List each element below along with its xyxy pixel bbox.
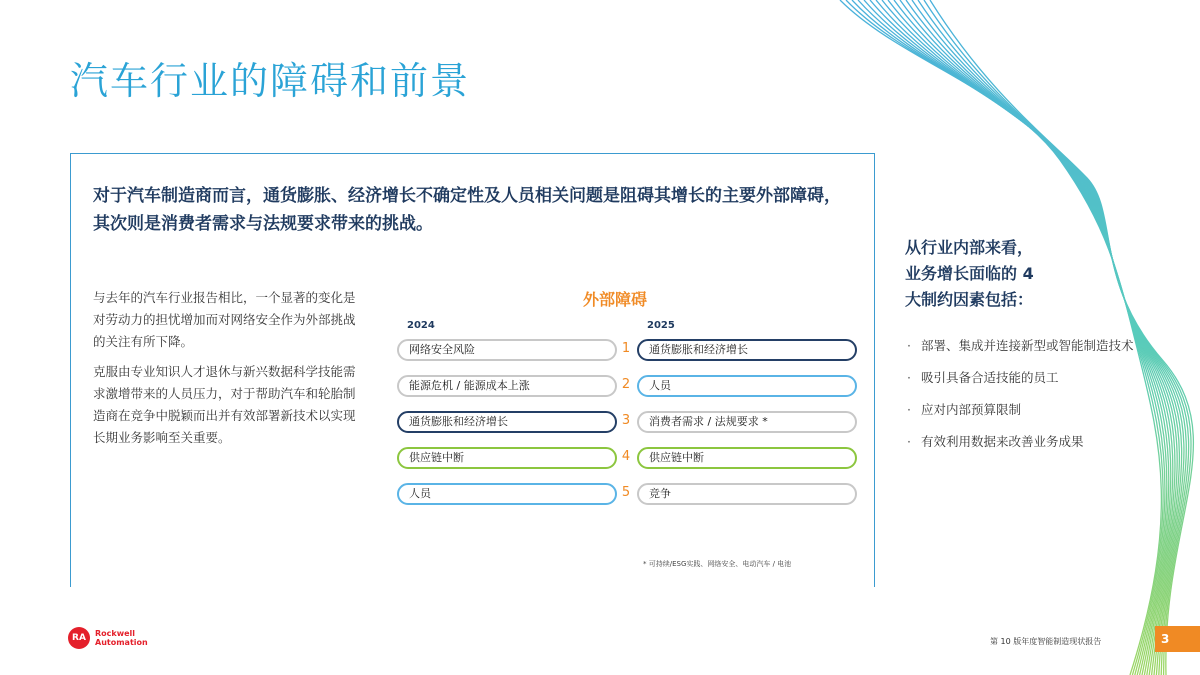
headline: 对于汽车制造商而言，通货膨胀、经济增长不确定性及人员相关问题是阻碍其增长的主要外部障碍，其次则是消费者需求与法规要求带来的挑战。 [93,186,841,234]
rank-3: 3 [621,413,631,428]
logo-line-2: Automation [95,638,148,647]
logo-wordmark [95,629,148,647]
year-label-2024: 2024 [407,320,435,331]
internal-constraints-heading [905,235,1135,313]
barrier-2024-4: 供应链中断 [397,447,617,469]
barrier-2024-2: 能源危机 / 能源成本上涨 [397,375,617,397]
rank-2: 2 [621,377,631,392]
rank-4: 4 [621,449,631,464]
external-barriers-title: 外部障碍 [583,290,648,309]
list-item: · 吸引具备合适技能的员工 [905,367,1135,388]
list-item: · 部署、集成并连接新型或智能制造技术 [905,335,1135,356]
footnote: * 可持续/ESG实践、网络安全、电动汽车 / 电池 [643,560,792,568]
body-paragraph-2: 克服由专业知识人才退休与新兴数据科学技能需求激增带来的人员压力，对于帮助汽车和轮胎制造商在竞争中脱颖而出并有效部署新技术以实现长期业务影响至关重要。 [93,364,356,445]
rockwell-logo [68,627,148,649]
heading-line-2: 业务增长面临的 4 [905,264,1034,283]
logo-mark-icon: RA [68,627,90,649]
list-item: · 应对内部预算限制 [905,399,1135,420]
barrier-2024-3: 通货膨胀和经济增长 [397,411,617,433]
logo-line-1: Rockwell [95,629,136,638]
internal-constraints-panel [905,235,1135,463]
barrier-2025-2: 人员 [637,375,857,397]
page-title: 汽车行业的障碍和前景 [70,59,471,103]
barrier-2024-1: 网络安全风险 [397,339,617,361]
rank-5: 5 [621,485,631,500]
heading-line-3: 大制约因素包括： [905,290,1034,309]
year-label-2025: 2025 [647,320,675,331]
barrier-2025-1: 通货膨胀和经济增长 [637,339,857,361]
barrier-2025-4: 供应链中断 [637,447,857,469]
page-number: 3 [1155,626,1200,652]
heading-line-1: 从行业内部来看， [905,238,1034,257]
barrier-2025-5: 竞争 [637,483,857,505]
barrier-2025-3: 消费者需求 / 法规要求 * [637,411,857,433]
list-item: · 有效利用数据来改善业务成果 [905,431,1135,452]
content-card [70,153,875,587]
rank-1: 1 [621,341,631,356]
report-name: 第 10 版年度智能制造现状报告 [990,637,1102,646]
internal-constraints-list [905,335,1135,452]
body-text [93,287,363,457]
barrier-2024-5: 人员 [397,483,617,505]
body-paragraph-1: 与去年的汽车行业报告相比，一个显著的变化是对劳动力的担忧增加而对网络安全作为外部挑战的关注有所下降。 [93,290,356,349]
